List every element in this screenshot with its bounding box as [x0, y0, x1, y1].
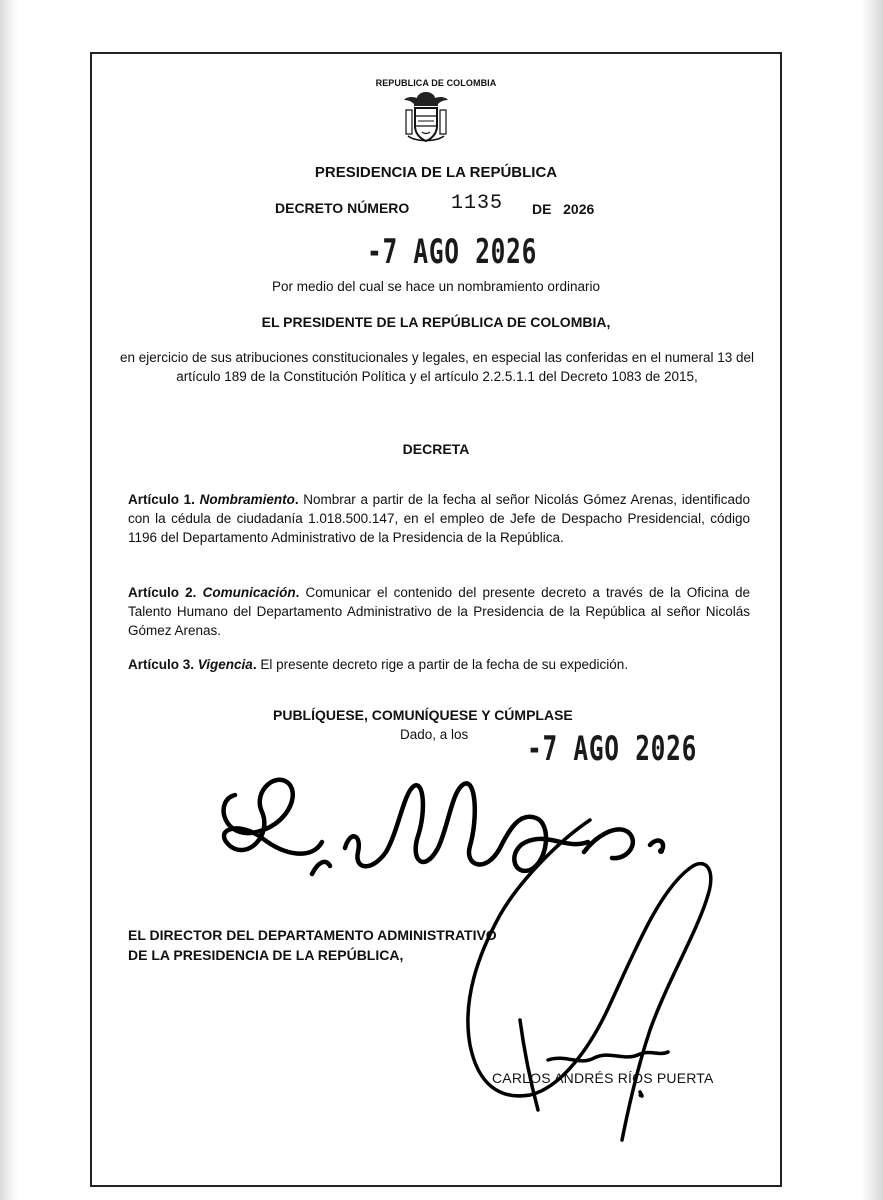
- article-3: Artículo 3. Vigencia. El presente decreto rige a partir de la fecha de su expedición.: [128, 657, 629, 672]
- decree-label: DECRETO NÚMERO: [275, 200, 410, 216]
- article-2: Artículo 2. Comunicación. Comunicar el contenido del presente decreto a través de la Oficina de Talento Humano del Departamento Administrativo de la Presidencia de la República al señor Nicolás Gómez Arenas.: [128, 585, 750, 638]
- signatory-title: [128, 925, 497, 965]
- decree-year-line: [532, 201, 594, 217]
- article-text: Comunicar el contenido del presente decreto a través de la Oficina de Talento Humano del Departamento Administrativo de la Presidencia de la República al señor Nicolás Gómez Arenas.: [128, 585, 750, 638]
- coat-of-arms-icon: [400, 88, 452, 144]
- decreta-heading: DECRETA: [402, 441, 470, 457]
- closing-dado: Dado, a los: [400, 727, 469, 742]
- article-number: Artículo 1.: [128, 492, 195, 507]
- closing-formula: PUBLÍQUESE, COMUNÍQUESE Y CÚMPLASE: [273, 707, 573, 723]
- article-title: Comunicación: [202, 585, 296, 600]
- article-text: Nombrar a partir de la fecha al señor Nicolás Gómez Arenas, identificado con la cédula de ciudadanía 1.018.500.147, en el empleo de Jefe de Despacho Presidencial, código 1196 del Departamento Administrativo de la Presidencia de la República.: [128, 492, 750, 545]
- scan-edge-left: [0, 0, 18, 1200]
- decree-year-label: DE: [532, 201, 552, 217]
- date-stamp-header: -7 AGO 2026: [367, 232, 538, 272]
- date-stamp-closing: -7 AGO 2026: [527, 729, 698, 769]
- office-heading: PRESIDENCIA DE LA REPÚBLICA: [314, 164, 558, 181]
- decree-number: 1135: [451, 192, 504, 215]
- signatory-title-line1: EL DIRECTOR DEL DEPARTAMENTO ADMINISTRATIVO: [128, 927, 497, 943]
- signatory-title-line2: DE LA PRESIDENCIA DE LA REPÚBLICA,: [128, 947, 404, 963]
- article-number: Artículo 2.: [128, 585, 197, 600]
- decree-year: 2026: [563, 201, 595, 217]
- article-title: Nombramiento: [199, 492, 295, 507]
- article-number: Artículo 3.: [128, 657, 195, 672]
- signatory-name: CARLOS ANDRÉS RÍOS PUERTA: [492, 1070, 714, 1086]
- issuer-heading: EL PRESIDENTE DE LA REPÚBLICA DE COLOMBIA,: [261, 314, 611, 330]
- decree-subject: Por medio del cual se hace un nombramiento ordinario: [272, 279, 600, 294]
- article-1: Artículo 1. Nombramiento. Nombrar a partir de la fecha al señor Nicolás Gómez Arenas, identificado con la cédula de ciudadanía 1.018.500.147, en el empleo de Jefe de Despacho Presidencial, código 1196 del Departamento Administrativo de la Presidencia de la República.: [128, 492, 750, 545]
- article-text: El presente decreto rige a partir de la fecha de su expedición.: [260, 657, 629, 672]
- country-heading: REPUBLICA DE COLOMBIA: [375, 78, 497, 88]
- article-title: Vigencia: [197, 657, 253, 672]
- scan-edge-right: [861, 0, 883, 1200]
- intro-paragraph: en ejercicio de sus atribuciones constitucionales y legales, en especial las conferidas en el numeral 13 del artículo 189 de la Constitución Política y el artículo 2.2.5.1.1 del Decreto 1083 de 2015,: [119, 350, 755, 384]
